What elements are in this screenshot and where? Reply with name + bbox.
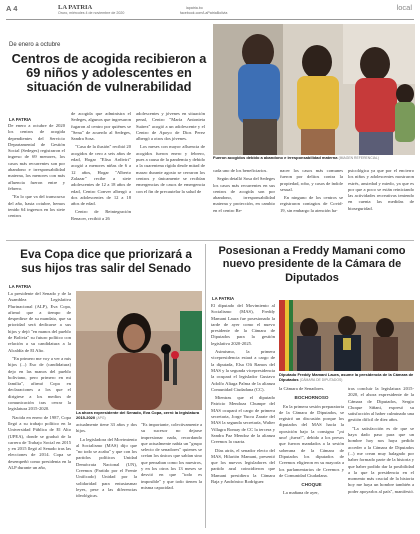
article1-caption-source: (IMAGEN REFERENCIAL) <box>338 156 379 160</box>
article2-column-3 <box>141 422 202 528</box>
article1-column-3 <box>136 111 205 238</box>
header-divider <box>6 19 414 20</box>
article1-column-4 <box>213 168 275 238</box>
article3-caption <box>279 372 414 383</box>
article2-column-2 <box>76 422 137 528</box>
article3-col3-p1: tras concluir la legislatura 2015-2020, el ahora expresidente de la Cámara de Diputados, Sergio Choque Siñani, expresó su satisfacción al haber culminado una gestión difícil de diez años. <box>348 386 414 423</box>
article1-col3-p1: adolescentes y jóvenes en situación penal, Centro "María Antonieta Suárez" acogió a un adolescente y el Centro de Apoyo de Dios Perez albergó a otros dos jóvenes. <box>136 111 205 142</box>
article2-col1-p3: Nacida en enero de 1987, Copa llegó a su trabajo político en la Universidad Pública de El Alto (UPEA), donde se graduó de la carrera de Trabajo Social en 2015 y en 2015 llegó al Senado tras las elecciones de 2014. Copa se desempeñó como presidenta en la ALP durante un año, <box>8 414 71 471</box>
article3-column-3 <box>348 386 414 529</box>
article3-headline: Posesionan a Freddy Mamani como nuevo presidente de la Cámara de Diputados <box>218 245 406 284</box>
article3-col1-p3: Mientras que el diputado Patricio Mendoza Chumpe del MAS ocupará el cargo de primera secretaria, Jorge Yucra Zarate del MAS la segunda secretaría, Walter Villagra Romay de CC la tercera y Sandra Paz Mendoz de la alianza Creemos la cuarta. <box>211 395 275 445</box>
article1-col1-p2: "En lo que va del transcurso del año, hasta octubre, hemos tenido 64 ingresos en los siete centros <box>8 194 65 219</box>
article3-subhead-choque: CHOQUE <box>301 482 322 488</box>
article-divider-horizontal <box>6 240 414 241</box>
article1-col4-p2: Según detalló Sosa del Sedeges los casos más recurrentes en sus centros de acogida son por abandono, irresponsabilidad materna y protección, en cambio en el centro Re- <box>213 176 275 213</box>
article2-col3-p1: "Es importante, colectivamente a su sucesor no dejarse impresionar nada, recordando que actualmente nabía un "grupo selecto de senadores" quienes se creían los únicos que sabían sino que pensaban como los nuestros, y en los otros los 13 meses se desvió en que "todo es imposible" y que todo tienen la misma capacidad. <box>141 422 202 490</box>
article3-col1-p2: Asimismo, la primera vicepresidencia estará a cargo de la diputada, Elsa Oli Ramos del MAS y la segunda vicepresidencia la ocupará el legislador Gustavo Adolfo Aliaga Palma de la alianza Comunidad Ciudadana (CC). <box>211 349 275 392</box>
article1-photo <box>213 24 415 155</box>
article3-column-1 <box>211 303 275 529</box>
article3-caption-text: Diputado Freddy Mamani Laura, asume la presidencia de la Cámara de Diputados <box>279 372 414 382</box>
article2-photo <box>76 291 202 410</box>
article2-caption-text: La ahora expresidente del Senado, Eva Copa, cerró la legislatura 2015-2020 <box>76 410 200 420</box>
article2-col1-p2: "En primero me voy a ver a mis hijos (...) Eso de (candidatura) dejo en las manos del pueblo boliviano, pero primero en mi familia", afirmó Copa en declaraciones a los que el dirigiese a los medios de comunicación tras cerrar la legislatura 2015-2020. <box>8 355 71 412</box>
article1-column-5 <box>280 168 343 238</box>
article1-byline: LA PATRIA <box>9 117 32 122</box>
article1-col6-p1: psicológica ya que por el encierro los niños y adolescentes mostraron estrés, ansiedad y miedo, ya que es por que a poco se están reiniciando las actividades recreativas teniendo en cuenta las medidas de bioseguridad. <box>348 168 414 211</box>
article3-col1-p4: Días atrás, el senador electo del MAS, Hilarión Mamani, presentó que los nuevos legisladores del partido azul coincidieron que Mamani presidiera la Cámara Baja y Andrónico Rodríguez <box>211 447 275 485</box>
article3-col2-p2: En la primera sesión preparatoria de la Cámara de Diputados, se registró un discusión porque los diputados del MAS hacía la oposición bajo la consigna "¡ni uno! ¡fuera!", debido a los presos que fueron mandados a la sesión soberana de la Cámara de Diputados los diputados de Creemos eligieron en su mayoría a los parlamentarios de Creemos y de Comunidad Ciudadana. <box>279 403 344 478</box>
article3-col3-p2: "La satisfacción es de que se haya dado paso para que un hombre hoy nos haya pedido acceder a la Cámara de Diputados (...) me crean muy halagado por haber formado parte de la historia y que haber podido dar la posibilidad a la que la presidencia en el momento más crucial de la historia hoy me haya un hombre también a poder apoyarlos al país", manifestó. <box>348 425 414 494</box>
article3-col2-p1: la Cámara de Senadores. <box>279 386 325 391</box>
issue-date: Oruro, miércoles 4 de noviembre de 2020 <box>58 11 125 15</box>
article1-headline: Centros de acogida recibieron a 69 niños y adolescentes en situación de vulnerabilidad <box>11 51 207 95</box>
article2-headline: Eva Copa dice que priorizará a sus hijos tras salir del Senado <box>20 247 192 275</box>
article1-col5-p2: En ninguno de los centros se registraron contagios de Covid-19, sin embargo la atención ha- <box>280 195 343 213</box>
article3-subhead-bochornoso: BOCHORNOSO <box>294 395 329 401</box>
article1-column-1 <box>8 123 65 238</box>
eva-copa-photo-illustration <box>76 291 202 410</box>
article3-col1-p1: El diputado del Movimiento al Socialismo (MAS), Freddy Mamani Laura fue posesionado la tarde de ayer como el nuevo presidente de la Cámara de Diputados para la gestión legislativa 2020-2025. <box>211 303 275 346</box>
article3-byline: LA PATRIA <box>212 296 235 301</box>
article1-col5-p1: nacer los casos más comunes fueron por delitos contra la propiedad, robo, y casos de índole sexual. <box>280 168 343 192</box>
article2-column-1 <box>8 291 71 529</box>
section-name: local <box>396 3 412 12</box>
article1-col2-p1: de acogida que administra el Sedeges, algunos que ingresaron fugaron al centro por quiénes se "Sena" de acuerdo al Sedeges, Sandra Sosa. <box>71 111 131 142</box>
article-divider-vertical <box>205 244 206 528</box>
article3-photo <box>279 300 414 371</box>
article2-caption-source: (APG) <box>96 416 106 420</box>
article1-col4-p1: cada uno de los beneficiarios. <box>213 168 268 173</box>
article1-column-2 <box>71 111 131 238</box>
article1-caption <box>213 155 415 161</box>
article1-col2-p2: "Casa de la ilusión" recibió 20 acogidos de cero a seis años de edad, Hogar "Elisa Ardiviri" acogió a menores niñas de 6 a 12 años, Hogar "Alberto Zalazar" recibe a siete adolescentes de 12 a 18 años de edad, Centro Conver albergó a dos adolescentes de 12 a 18 años de edad. <box>71 144 131 207</box>
article2-caption <box>76 410 202 421</box>
article1-column-6 <box>348 168 414 238</box>
article1-col1-p1: De enero a octubre de 2020 los centros de acogida dependientes del Servicio Departamental de Gestión Social (Sedeges) registraron el ingreso de 69 menores, los casos más recurrentes son por abandono e irresponsabilidad materna, los menores con más afluencia fueron entre y febrero. <box>8 123 65 191</box>
freddy-mamani-photo-illustration <box>279 300 414 371</box>
article1-col3-p2: Los meses con mayor afluencia de acogidos fueron enero y febrero, pues a causa de la pandemia y debido a la cuarentena rígida desde mitad de marzo durante agosto se cerraron los centros y únicamente se recibían emergencias de casos de emergencia con el fin de precautelar la salud de <box>136 144 205 194</box>
page-number: A 4 <box>6 4 18 13</box>
article3-caption-source: (CÁMARA DE DIPUTADOS) <box>299 378 343 382</box>
article3-column-2 <box>279 386 344 529</box>
article1-kicker: De enero a octubre <box>9 42 61 48</box>
article1-col2-p3: Centro de Reintegración Renacer, recibió a 26 <box>71 209 131 221</box>
facebook-link[interactable]: facebook.com/LaPatriaBolivia <box>180 11 228 15</box>
children-photo-illustration <box>213 24 415 155</box>
article2-col2-p1: actualmente tiene 33 años y dos hijos. <box>76 422 137 434</box>
article2-col2-p2: La legisladora del Movimiento al Socialismo (MAS) dijo que "no todo se acaba" y que con los partidos políticos Unidad Demócrata Nacional (UN), Creemos (Partido por el Frente Unificado) Unidad por la solidaridad para entusiasmar leyes, pese a las diferencias ideológicas. <box>76 436 137 499</box>
article1-caption-text: Fueron acogidos debido a abandono e irresponsabilidad materna <box>213 155 338 160</box>
article2-byline: LA PATRIA <box>9 284 32 289</box>
article3-col2-p3: La mañana de ayer, <box>283 490 319 496</box>
website[interactable]: lapatria.bo <box>186 6 203 10</box>
article2-col1-p1: La presidente del Senado y de la Asamblea Legislativa Plurinacional (ALP), Eva Copa, afirmó que a tiempo de despedirse de su mandato, que su prioridad será dedicarse a sus hijos y dejó "en manos del pueblo de Bolivia" su futuro político con relación a su candidatura a la Alcaldía de El Alto. <box>8 291 71 353</box>
newspaper-name: LA PATRIA <box>58 4 93 11</box>
